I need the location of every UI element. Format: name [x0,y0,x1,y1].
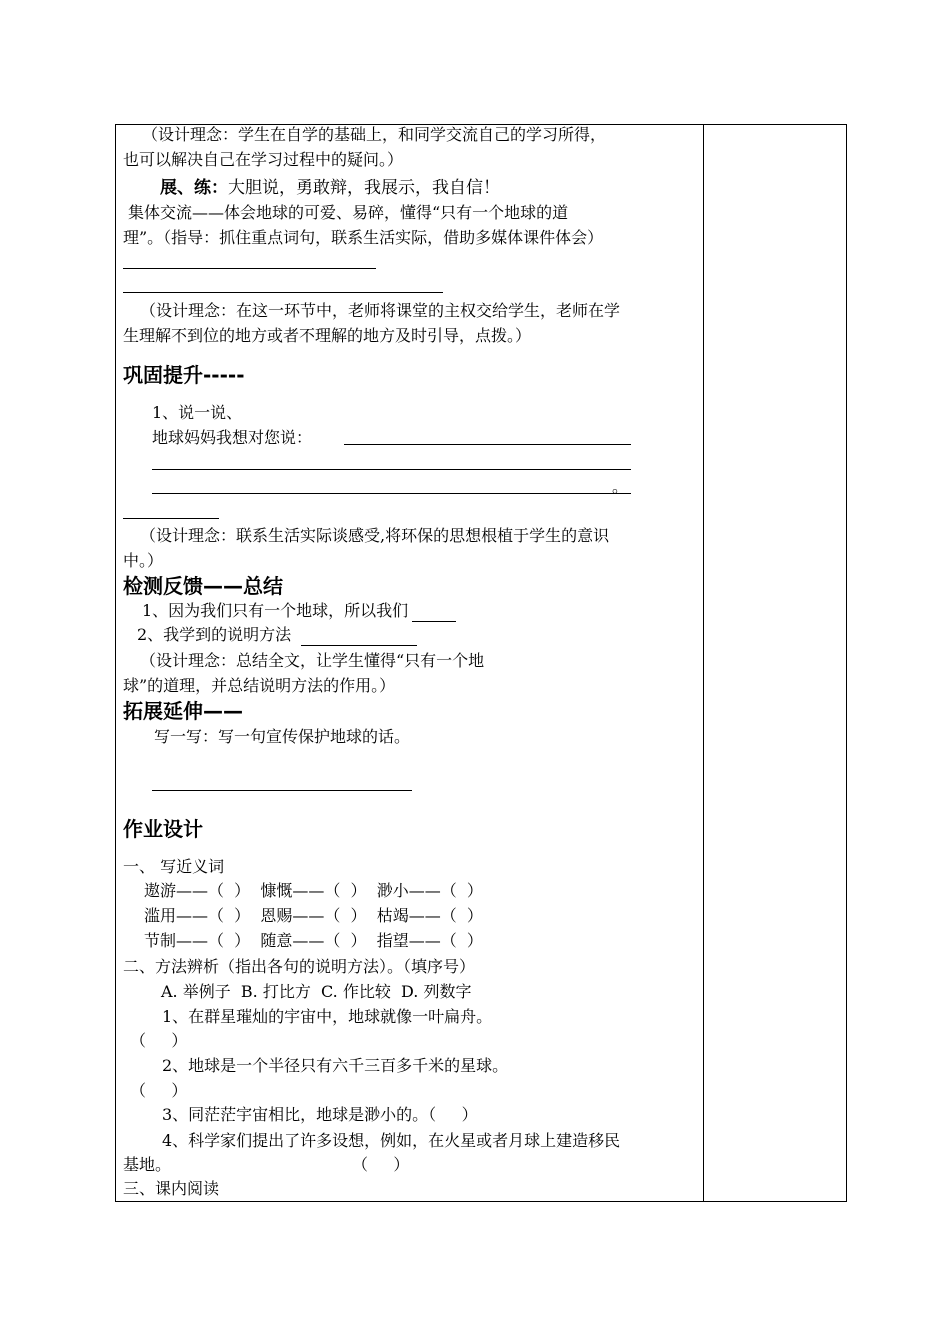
method-question-2: 2、地球是一个半径只有六千三百多千米的星球。 [162,1056,509,1075]
feedback-question-2 [137,624,417,646]
homework-part-1: 一、 写近义词 [123,857,225,876]
design-note-1: （设计理念：学生在自学的基础上，和同学交流自己的学习所得， [142,125,607,144]
method-question-3: 3、同茫茫宇宙相比，地球是渺小的。（ ） [162,1105,478,1124]
design-note-4: （设计理念：总结全文，让学生懂得“只有一个地 [140,651,485,670]
show-practice-text: 大胆说，勇敢辩，我展示，我自信！ [228,178,500,198]
answer-line [123,518,219,519]
design-note-1-cont: 也可以解决自己在学习过程中的疑问。） [123,150,404,169]
design-note-2-cont: 生理解不到位的地方或者不理解的地方及时引导，点拨。） [123,326,532,345]
answer-line [344,444,631,445]
answer-line [123,268,376,269]
feedback-question-1 [142,600,456,622]
answer-blank [301,629,417,646]
homework-part-2: 二、方法辨析（指出各句的说明方法）。（填序号） [123,957,476,976]
answer-line [152,493,631,494]
answer-blank [412,605,456,622]
write-task: 写一写：写一句宣传保护地球的话。 [154,727,411,746]
design-note-2: （设计理念：在这一环节中，老师将课堂的主权交给学生，老师在学 [140,301,621,320]
synonym-row: 滥用——（ ） 恩赐——（ ） 枯竭——（ ） [144,906,483,925]
answer-line [123,292,443,293]
show-practice-label: 展、练： [160,178,228,198]
method-question-4: 4、科学家们提出了许多设想，例如，在火星或者月球上建造移民 [162,1131,621,1150]
answer-parentheses: （ ） [130,1081,188,1100]
synonym-row: 遨游——（ ） 慷慨——（ ） 渺小——（ ） [144,881,483,900]
method-question-1: 1、在群星璀灿的宇宙中，地球就像一叶扁舟。 [162,1007,493,1026]
method-options: A. 举例子 B. 打比方 C. 作比较 D. 列数字 [161,982,472,1001]
feedback-question-2-text: 2、我学到的说明方法 [137,625,292,644]
section-heading-feedback: 检测反馈——总结 [123,574,283,598]
group-exchange: 集体交流——体会地球的可爱、易碎，懂得“只有一个地球的道 [128,203,569,222]
answer-parentheses: （ ） [352,1155,410,1174]
design-note-4-cont: 球”的道理，并总结说明方法的作用。） [123,676,396,695]
say-item: 1、说一说、 [152,403,243,422]
feedback-question-1-text: 1、因为我们只有一个地球，所以我们 [142,601,409,620]
show-practice-line [160,177,500,199]
answer-line [152,469,631,470]
answer-parentheses: （ ） [130,1031,188,1050]
section-heading-extend: 拓展延伸—— [123,699,243,723]
homework-part-3: 三、课内阅读 [123,1179,220,1198]
group-exchange-cont: 理”。（指导：抓住重点词句，联系生活实际，借助多媒体课件体会） [123,228,604,247]
section-heading-consolidate: 巩固提升----- [123,363,245,387]
section-heading-homework: 作业设计 [123,817,203,841]
design-note-3: （设计理念：联系生活实际谈感受,将环保的思想根植于学生的意识 [140,526,610,545]
column-divider [703,124,704,1202]
say-prompt: 地球妈妈我想对您说： [152,428,313,447]
design-note-3-cont: 中。） [123,551,164,570]
synonym-row: 节制——（ ） 随意——（ ） 指望——（ ） [144,931,483,950]
answer-line [152,790,412,791]
say-end-mark: 。 [612,477,629,496]
method-question-4-cont: 基地。 [123,1155,172,1174]
